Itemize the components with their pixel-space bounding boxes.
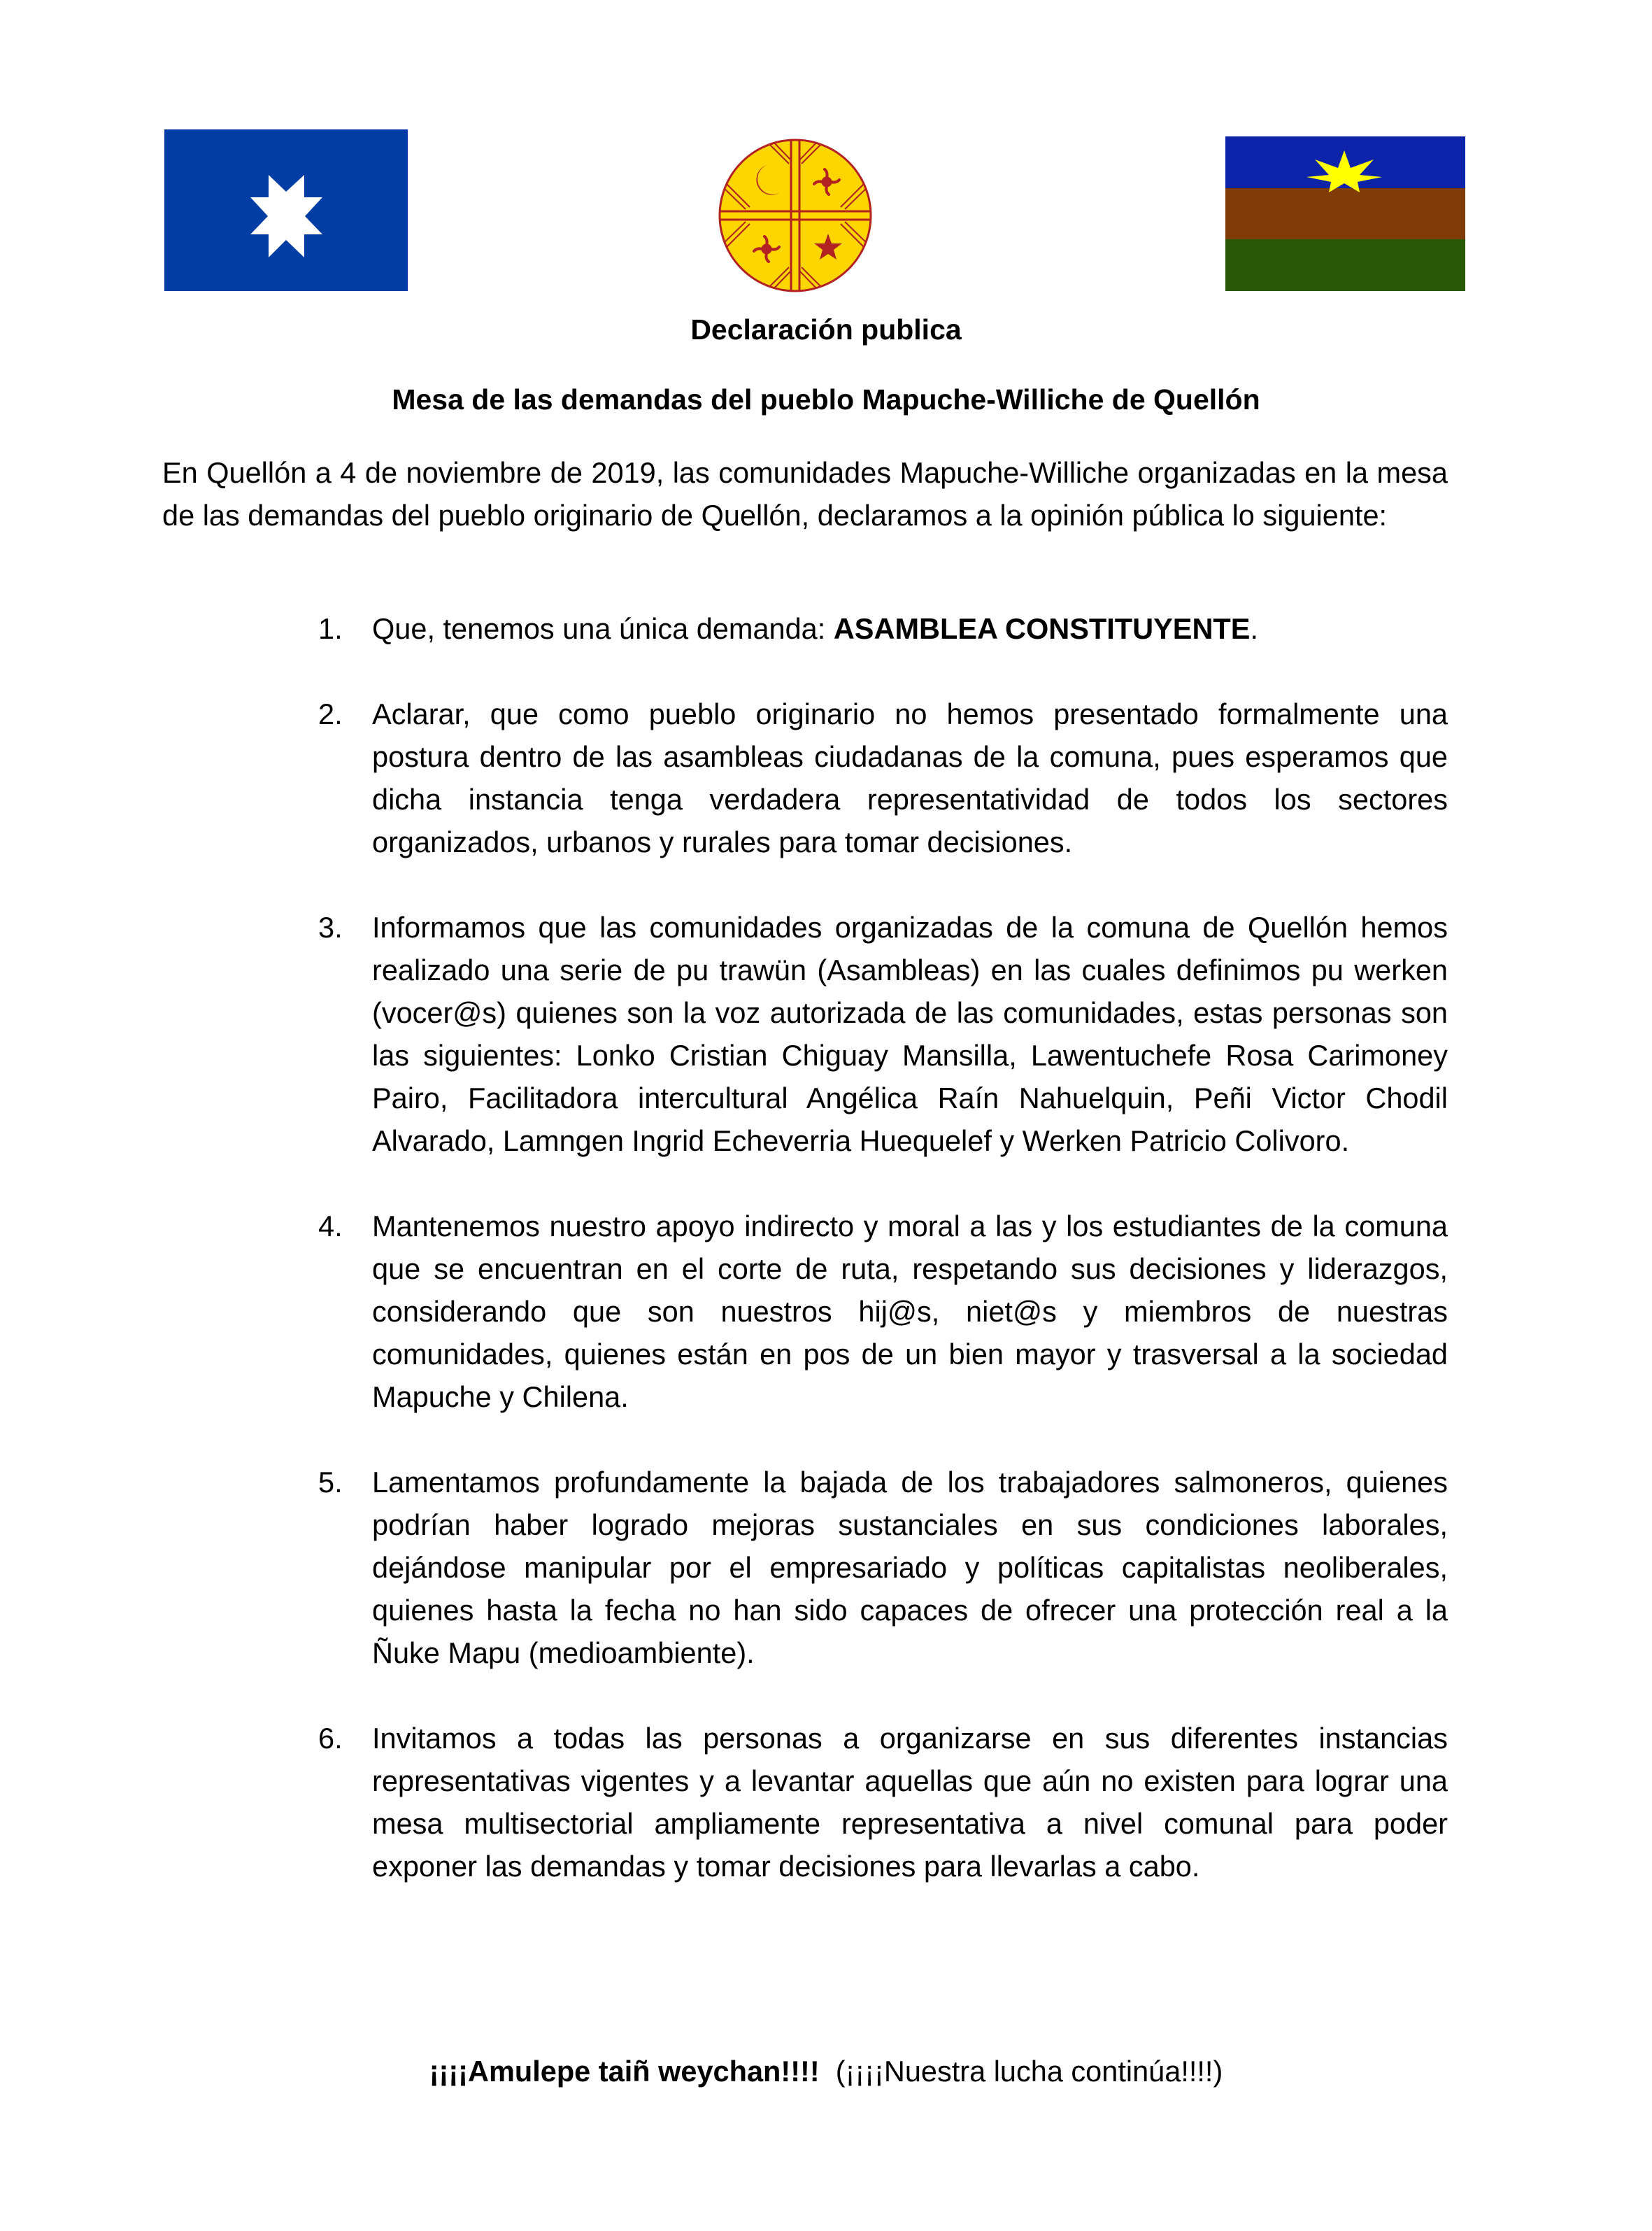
list-item-number: 5. — [318, 1466, 343, 1499]
document-subtitle: Mesa de las demandas del pueblo Mapuche-Williche de Quellón — [392, 383, 1260, 416]
list-item-number: 6. — [318, 1722, 343, 1755]
closing-slogan-mapudungun: ¡¡¡¡Amulepe taiñ weychan!!!! — [429, 2055, 820, 2088]
mapuche-wenufoye-flag-icon — [164, 129, 408, 291]
list-item-text: Invitamos a todas las personas a organizarse en sus diferentes instancias representativas vigentes y a levantar aquellas que aún no existen para lograr una mesa multisectorial ampliamente representativa a nivel comunal para poder exponer las demandas y tomar decisiones para llevarlas a cabo. — [372, 1722, 1448, 1883]
list-item — [162, 1205, 1448, 1418]
emblem-disc — [720, 140, 871, 291]
list-item — [162, 1717, 1448, 1888]
list-item — [162, 607, 1448, 650]
list-item-number: 3. — [318, 911, 343, 944]
list-item-suffix: . — [1250, 612, 1258, 645]
document-title: Declaración publica — [690, 313, 962, 346]
intro-paragraph: En Quellón a 4 de noviembre de 2019, las comunidades Mapuche-Williche organizadas en la mesa de las demandas del pueblo originario de Quellón, declaramos a la opinión pública lo siguiente: — [162, 456, 1448, 532]
demands-list — [162, 607, 1448, 1930]
list-item — [162, 693, 1448, 863]
list-item-emphasis: ASAMBLEA CONSTITUYENTE — [833, 612, 1251, 645]
list-item-number: 4. — [318, 1210, 343, 1242]
flag-stripe-brown — [1225, 188, 1465, 239]
list-item — [162, 1461, 1448, 1674]
list-item-number: 2. — [318, 697, 343, 730]
closing-slogan-spanish: (¡¡¡¡Nuestra lucha continúa!!!!) — [835, 2055, 1223, 2088]
kultrun-emblem-icon — [716, 139, 874, 292]
list-item-number: 1. — [318, 612, 343, 645]
list-item-text: Lamentamos profundamente la bajada de los trabajadores salmoneros, quienes podrían haber logrado mejoras sustanciales en sus condiciones laborales, dejándose manipular por el empresariado y políticas capitalistas neoliberales, quienes hasta la fecha no han sido capaces de ofrecer una protección real a la Ñuke Mapu (medioambiente). — [372, 1466, 1448, 1669]
list-item-text: Aclarar, que como pueblo originario no hemos presentado formalmente una postura dentro de las asambleas ciudadanas de la comuna, pues esperamos que dicha instancia tenga verdadera representatividad de todos los sectores organizados, urbanos y rurales para tomar decisiones. — [372, 697, 1448, 858]
flag-stripe-green — [1225, 239, 1465, 291]
list-item-text: Que, tenemos una única demanda: — [372, 612, 834, 645]
williche-flag-icon — [1225, 136, 1465, 291]
list-item-text: Informamos que las comunidades organizadas de la comuna de Quellón hemos realizado una serie de pu trawün (Asambleas) en las cuales definimos pu werken (vocer@s) quienes son la voz autorizada de las comunidades, estas personas son las siguientes: Lonko Cristian Chiguay Mansilla, Lawentuchefe Rosa Carimoney Pairo, Facilitadora intercultural Angélica Raín Nahuelquin, Peñi Victor Chodil Alvarado, Lamngen Ingrid Echeverria Huequelef y Werken Patricio Colivoro. — [372, 911, 1448, 1157]
list-item-text: Mantenemos nuestro apoyo indirecto y moral a las y los estudiantes de la comuna que se encuentran en el corte de ruta, respetando sus decisiones y liderazgos, considerando que son nuestros hij@s, niet@s y miembros de nuestras comunidades, quienes están en pos de un bien mayor y trasversal a la sociedad Mapuche y Chilena. — [372, 1210, 1448, 1413]
list-item — [162, 906, 1448, 1162]
closing-slogan — [0, 2050, 1652, 2092]
